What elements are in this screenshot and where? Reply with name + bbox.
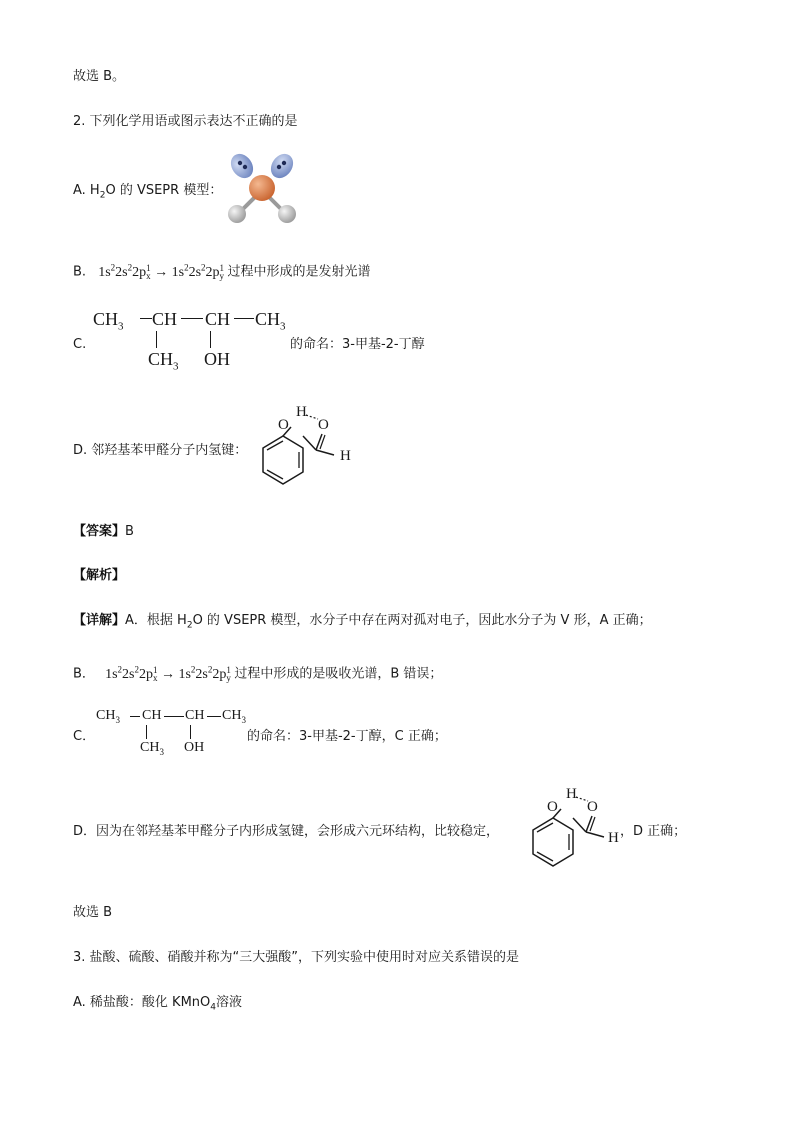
analysis-tag: 【解析】 — [73, 568, 126, 583]
question-2-stem: 2. 下列化学用语或图示表达不正确的是 — [73, 114, 298, 129]
option-b-electron-config: $1s^22s^22p$ 1 x → $1s^22s^22p$ 1 y — [98, 262, 225, 282]
option-b-label: B. — [73, 264, 87, 280]
lone-pair-left — [226, 152, 257, 182]
option-a-subscript: 2 — [99, 190, 106, 201]
option-c-label: C. — [73, 337, 87, 352]
option-a-prefix: A. H — [73, 183, 100, 198]
previous-answer-line: 故选 B。 — [73, 69, 126, 84]
detail-d-conclusion: ，D 正确； — [620, 824, 687, 839]
detail-b: B． $1s^22s^22p$ 1 x → $1s^22s^22p$ 1 y 过程中形成的是吸收光谱，B 错误； — [73, 664, 443, 684]
option-a — [73, 182, 222, 205]
option-b — [73, 258, 371, 282]
answer-value: B — [125, 524, 134, 539]
detail-c-text: 的命名：3-甲基-2-丁醇，C 正确； — [247, 729, 447, 744]
question-3-option-a: A. 稀盐酸：酸化 KMnO$_4$溶液 — [73, 995, 243, 1013]
question-3-stem: 3. 盐酸、硫酸、硝酸并称为“三大强酸”，下列实验中使用时对应关系错误的是 — [73, 950, 520, 965]
detail-c-label: C． — [73, 729, 96, 744]
final-answer-line: 故选 B — [73, 905, 113, 920]
detail-tag: 【详解】 — [73, 613, 126, 628]
detail-d-text: D．因为在邻羟基苯甲醛分子内形成氢键，会形成六元环结构，比较稳定， — [73, 824, 500, 839]
option-a-text: O 的 VSEPR 模型： — [105, 183, 223, 198]
option-b-text: 过程中形成的是发射光谱 — [227, 264, 371, 280]
detail-b-electron-config: $1s^22s^22p$ 1 x → $1s^22s^22p$ 1 y — [105, 664, 231, 684]
option-d-text: D. 邻羟基苯甲醛分子内氢键： — [73, 443, 248, 458]
answer-tag: 【答案】 — [73, 524, 126, 539]
detail-a: 【详解】A．根据 $H_2O$ 的 VSEPR 模型，水分子中存在两对孤对电子，因此水分子为 V 形，A 正确； — [73, 613, 652, 631]
oxygen-atom — [249, 175, 275, 201]
answer-line — [73, 523, 134, 541]
option-c-text: 的命名：3-甲基-2-丁醇 — [290, 337, 425, 352]
hydrogen-atom-left — [228, 205, 246, 223]
water-vsepr-model — [222, 152, 302, 228]
lone-pair-right — [266, 152, 297, 182]
hydrogen-atom-right — [278, 205, 296, 223]
